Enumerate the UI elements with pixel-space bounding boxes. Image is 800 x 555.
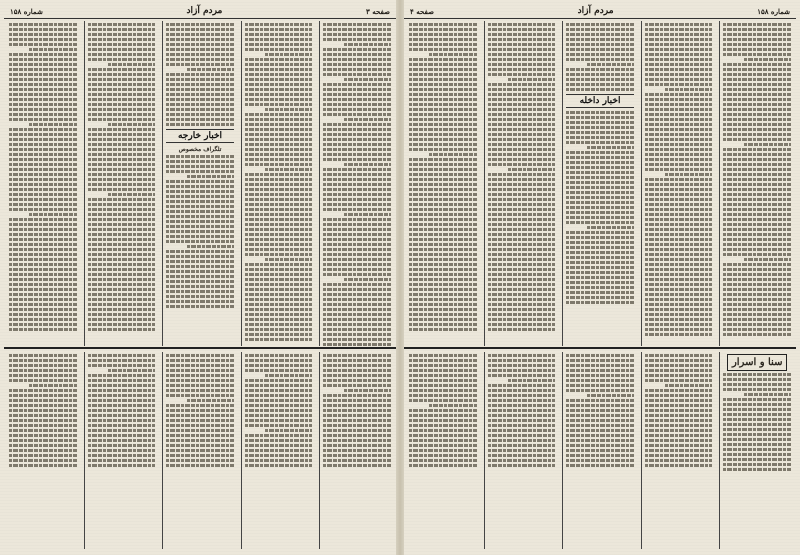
- page-gutter: [396, 0, 404, 555]
- column: [406, 21, 480, 346]
- column: [319, 21, 394, 346]
- page-number: صفحه ۳: [366, 6, 390, 16]
- right-page-columns: [404, 21, 796, 346]
- column: [319, 352, 394, 549]
- column: [719, 352, 794, 549]
- column: [84, 352, 159, 549]
- section-heading: اخبار داخله: [566, 94, 634, 108]
- right-page-header: [404, 4, 796, 19]
- left-page: [4, 4, 396, 551]
- section-subheading: تلگراف مخصوص: [178, 146, 222, 153]
- column: [719, 21, 794, 346]
- right-page: [404, 4, 796, 551]
- page-number: صفحه ۴: [410, 6, 434, 16]
- newspaper-title: مردم آزاد: [186, 6, 223, 16]
- right-page-lower-section: [404, 352, 796, 549]
- column: [562, 352, 637, 549]
- left-page-lower-section: [4, 352, 396, 549]
- column: [6, 21, 80, 346]
- horizontal-rule: [4, 347, 396, 349]
- column: [406, 352, 480, 549]
- section-heading: اخبار خارجه: [166, 129, 234, 143]
- issue-number: شماره ۱۵۸: [757, 6, 790, 16]
- column: [241, 352, 316, 549]
- column: [641, 21, 716, 346]
- column: [641, 352, 716, 549]
- left-page-header: [4, 4, 396, 19]
- column: [484, 21, 559, 346]
- horizontal-rule: [404, 347, 796, 349]
- newspaper-title: مردم آزاد: [577, 6, 614, 16]
- column: [6, 352, 80, 549]
- column: [162, 21, 237, 346]
- column: [484, 352, 559, 549]
- column: [162, 352, 237, 549]
- issue-number: شماره ۱۵۸: [10, 6, 43, 16]
- boxed-heading: سنا و اسرار: [727, 354, 787, 371]
- left-page-columns: [4, 21, 396, 346]
- column: [562, 21, 637, 346]
- column: [241, 21, 316, 346]
- column: [84, 21, 159, 346]
